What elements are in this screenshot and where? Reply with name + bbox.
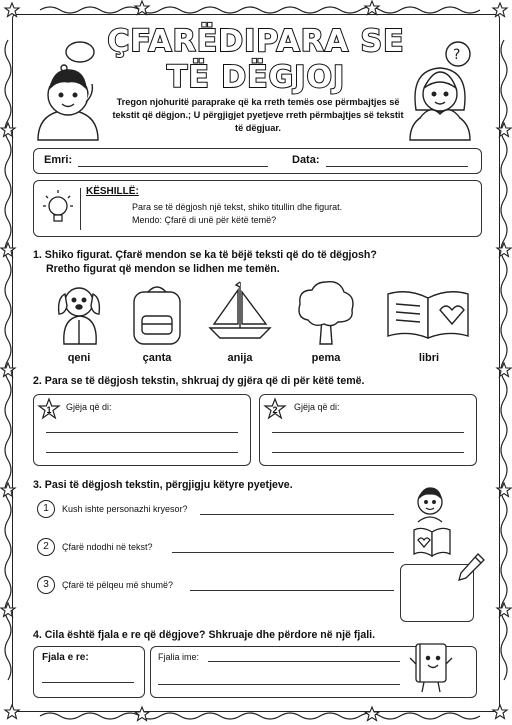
title-line-1: ÇFARËDIPARA SE (107, 24, 405, 59)
sentence-line[interactable] (158, 684, 400, 685)
tip-heading: KËSHILLË: (86, 186, 139, 197)
dog-picture[interactable] (48, 280, 110, 346)
tip-divider (80, 188, 81, 230)
question-text: Çfarë ndodhi në tekst? (62, 542, 153, 552)
new-word-field[interactable] (42, 682, 134, 683)
caption-book: libri (418, 352, 440, 364)
title-line-2: TË DËGJOJ (166, 60, 346, 95)
answer-line[interactable] (46, 432, 238, 433)
answer-line[interactable] (172, 552, 394, 553)
book-icon (412, 526, 452, 558)
pencil-icon (456, 552, 486, 582)
sentence-line[interactable] (208, 661, 400, 662)
svg-text:?: ? (453, 47, 461, 63)
tip-line-2: Mendo: Çfarë di unë për këtë temë? (132, 215, 277, 225)
boy-face-icon (412, 486, 448, 522)
caption-boat: anija (227, 352, 253, 364)
tip-line-1: Para se të dëgjosh një tekst, shiko titullin dhe figurat. (132, 202, 343, 212)
question-number: 3 (37, 576, 55, 594)
answer-line[interactable] (272, 432, 464, 433)
answer-line[interactable] (200, 514, 394, 515)
name-label: Emri: (44, 154, 73, 166)
question-text: Kush ishte personazhi kryesor? (62, 504, 188, 514)
q1-title-line-1: 1. Shiko figurat. Çfarë mendon se ka të bëjë teksti që do të dëgjosh? (33, 249, 377, 261)
subtitle: Tregon njohuritë paraprake që ka rreth temës ose përmbajtjes së tekstit që dëgjon.; U përgjigjet pyetjeve rreth përmbajtjes së tekstit të dëgjuar. (112, 97, 404, 133)
date-label: Data: (292, 154, 320, 166)
question-number: 2 (37, 538, 55, 556)
box-2-label: Gjëja që di: (294, 402, 340, 412)
caption-dog: qeni (67, 352, 91, 364)
question-number: 1 (37, 500, 55, 518)
box-2-number: 2 (272, 405, 278, 415)
caption-tree: pema (311, 352, 341, 364)
box-1-label: Gjëja që di: (66, 402, 112, 412)
q1-title-line-2: Rretho figurat që mendon se lidhen me temën. (46, 263, 280, 275)
date-field[interactable] (326, 166, 468, 167)
sentence-label: Fjalia ime: (158, 652, 200, 662)
answer-line[interactable] (190, 590, 394, 591)
name-date-box (33, 148, 482, 174)
caption-backpack: çanta (142, 352, 172, 364)
new-word-label: Fjala e re: (42, 652, 89, 663)
book-character-icon (408, 640, 454, 694)
answer-line[interactable] (272, 452, 464, 453)
boy-icon (28, 40, 108, 140)
q2-title: 2. Para se të dëgjosh tekstin, shkruaj dy gjëra që di për këtë temë. (33, 375, 365, 387)
tree-picture[interactable] (294, 278, 358, 346)
q4-title: 4. Cila është fjala e re që dëgjove? Shkruaje dhe përdore në një fjali. (33, 629, 376, 641)
backpack-picture[interactable] (126, 282, 188, 346)
box-1-number: 1 (46, 405, 52, 415)
sailboat-picture[interactable] (204, 278, 276, 344)
name-field[interactable] (78, 166, 268, 167)
known-thing-box-2 (259, 394, 477, 466)
lightbulb-icon (40, 186, 76, 230)
girl-icon (396, 40, 486, 140)
q3-title: 3. Pasi të dëgjosh tekstin, përgjigju këtyre pyetjeve. (33, 479, 293, 491)
book-picture[interactable] (384, 286, 472, 342)
answer-line[interactable] (46, 452, 238, 453)
question-text: Çfarë të pëlqeu më shumë? (62, 580, 174, 590)
